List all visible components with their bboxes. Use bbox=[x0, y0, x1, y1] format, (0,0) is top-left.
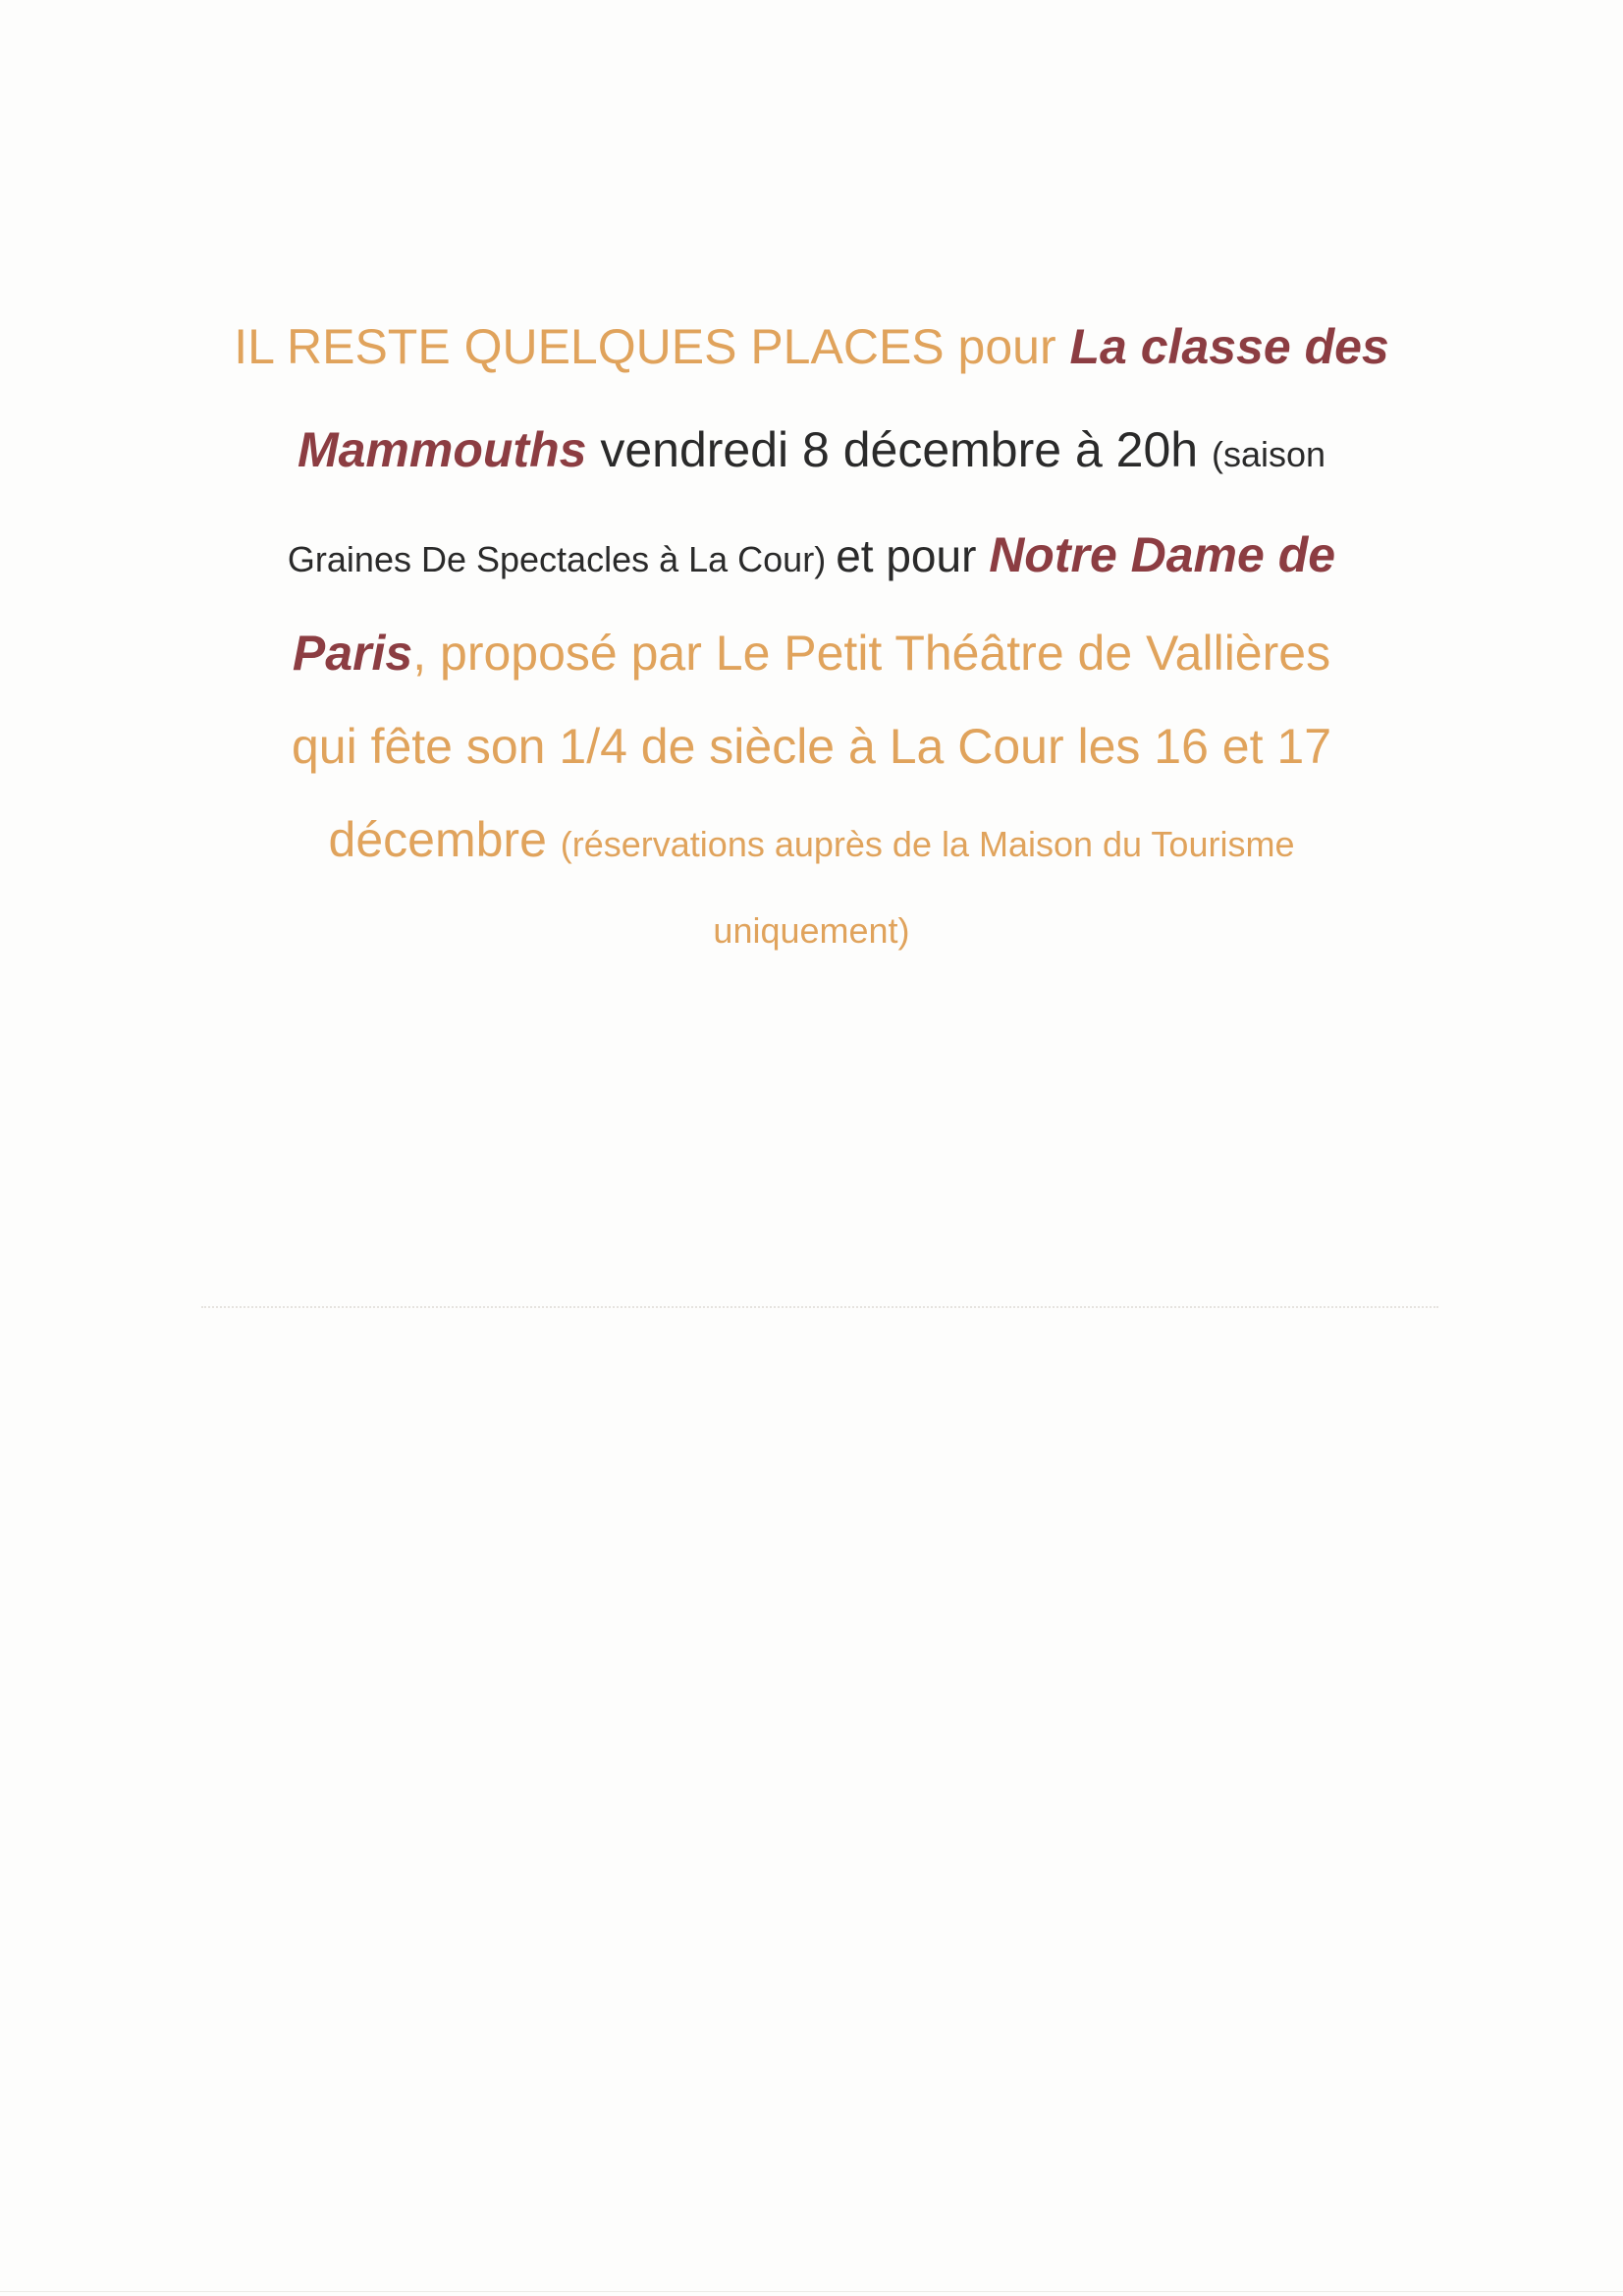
reservation-note-part1: (réservations auprès de la Maison du Tourisme bbox=[560, 824, 1295, 864]
show-title-notre-dame-part1: Notre Dame de bbox=[989, 527, 1336, 582]
notice-line-4 bbox=[216, 626, 1407, 681]
notice-line-6 bbox=[216, 812, 1407, 867]
notice-line-1 bbox=[216, 319, 1407, 374]
show-title-notre-dame-part2: Paris bbox=[292, 626, 413, 681]
december-text: décembre bbox=[328, 812, 561, 867]
season-note-part2: Graines De Spectacles à La Cour) bbox=[287, 539, 837, 579]
notice-line-3 bbox=[216, 527, 1407, 582]
show-title-mammouths-part1: La classe des bbox=[1069, 319, 1389, 374]
reservation-note-part2: uniquement) bbox=[713, 910, 910, 951]
presenter-text: , proposé par Le Petit Théâtre de Vallières bbox=[412, 626, 1331, 681]
and-for-text: et pour bbox=[836, 530, 990, 581]
page-bottom-edge bbox=[0, 2291, 1623, 2292]
show-title-mammouths-part2: Mammouths bbox=[297, 422, 587, 477]
notice-line-2 bbox=[216, 422, 1407, 477]
faint-fold-line bbox=[201, 1306, 1438, 1308]
season-note-part1: (saison bbox=[1211, 434, 1326, 474]
date-time-text: vendredi 8 décembre à 20h bbox=[586, 422, 1212, 477]
intro-text: IL RESTE QUELQUES PLACES pour bbox=[234, 319, 1070, 374]
notice-line-5: qui fête son 1/4 de siècle à La Cour les 16 et 17 bbox=[291, 719, 1332, 774]
